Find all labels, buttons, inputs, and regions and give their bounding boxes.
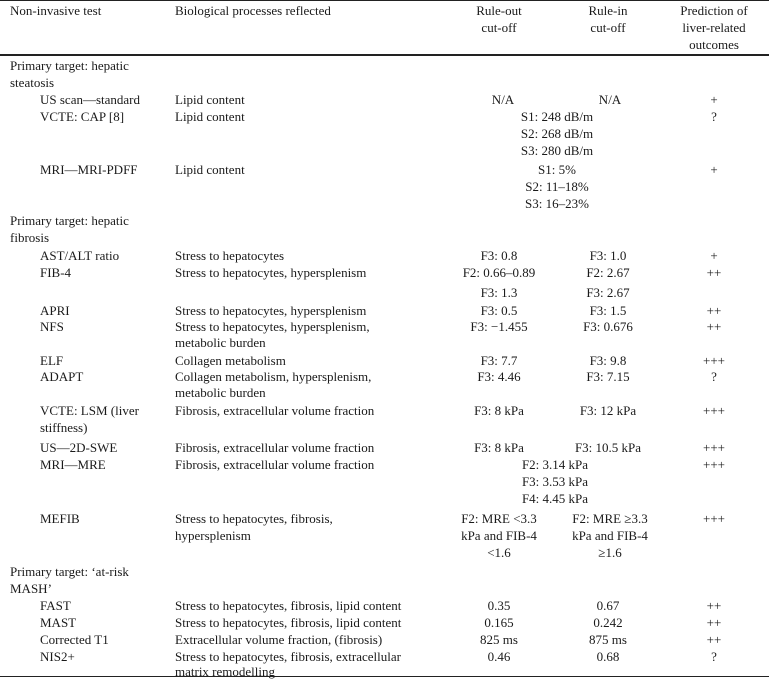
row-ruleout: F3: 0.8 bbox=[480, 248, 518, 263]
row-ruleout: F3: 4.46 bbox=[477, 369, 521, 384]
header-prediction-2: liver-related bbox=[682, 20, 746, 35]
row-ruleout: kPa and FIB-4 bbox=[461, 528, 537, 543]
row-prediction: ++ bbox=[706, 632, 722, 647]
row-ruleout: 0.165 bbox=[484, 615, 514, 630]
row-rulein: kPa and FIB-4 bbox=[572, 528, 648, 543]
row-span-value: S1: 5% bbox=[538, 162, 576, 177]
row-ruleout: F2: 0.66–0.89 bbox=[462, 265, 536, 280]
header-ruleout-2: cut-off bbox=[481, 20, 517, 35]
row-process: Stress to hepatocytes, fibrosis, extracellular bbox=[175, 649, 401, 664]
section-fibrosis-2: fibrosis bbox=[10, 230, 49, 245]
row-process: Fibrosis, extracellular volume fraction bbox=[175, 457, 375, 472]
row-process: Lipid content bbox=[175, 92, 245, 107]
row-ruleout: F3: −1.455 bbox=[470, 319, 528, 334]
row-test: FAST bbox=[40, 598, 71, 613]
header-prediction-3: outcomes bbox=[689, 37, 739, 52]
row-rulein: F3: 0.676 bbox=[583, 319, 633, 334]
header-process: Biological processes reflected bbox=[175, 3, 331, 18]
row-prediction: ++ bbox=[706, 265, 722, 280]
section-fibrosis-1: Primary target: hepatic bbox=[10, 213, 129, 228]
row-test: NFS bbox=[40, 319, 64, 334]
row-prediction: ++ bbox=[706, 615, 722, 630]
row-test: US—2D-SWE bbox=[40, 440, 118, 455]
row-prediction: +++ bbox=[703, 457, 725, 472]
row-ruleout: F3: 0.5 bbox=[480, 303, 518, 318]
row-prediction: + bbox=[710, 92, 718, 107]
row-test: MAST bbox=[40, 615, 77, 630]
row-ruleout: F3: 1.3 bbox=[480, 285, 518, 300]
row-rulein: ≥1.6 bbox=[598, 545, 622, 560]
row-ruleout: F2: MRE <3.3 bbox=[461, 511, 537, 526]
row-prediction: + bbox=[710, 162, 718, 177]
row-test: VCTE: CAP [8] bbox=[40, 109, 125, 124]
row-test: ADAPT bbox=[40, 369, 84, 384]
row-rulein: F3: 12 kPa bbox=[579, 403, 637, 418]
row-test: APRI bbox=[40, 303, 70, 318]
row-test: ELF bbox=[40, 353, 64, 368]
row-test: US scan—standard bbox=[40, 92, 141, 107]
row-ruleout: F3: 8 kPa bbox=[474, 403, 524, 418]
row-ruleout: 0.46 bbox=[487, 649, 511, 664]
header-rulein-1: Rule-in bbox=[588, 3, 628, 18]
row-process: metabolic burden bbox=[175, 335, 266, 350]
row-rulein: F2: MRE ≥3.3 bbox=[572, 511, 648, 526]
row-test: MEFIB bbox=[40, 511, 80, 526]
row-span-value: S3: 280 dB/m bbox=[520, 143, 594, 158]
row-rulein: 0.67 bbox=[596, 598, 620, 613]
row-span-value: F4: 4.45 kPa bbox=[521, 491, 589, 506]
header-rule bbox=[0, 54, 769, 56]
row-process: Collagen metabolism bbox=[175, 353, 286, 368]
row-test: FIB-4 bbox=[40, 265, 72, 280]
row-process: hypersplenism bbox=[175, 528, 251, 543]
row-test: stiffness) bbox=[40, 420, 88, 435]
row-rulein: F3: 9.8 bbox=[589, 353, 627, 368]
row-span-value: F2: 3.14 kPa bbox=[521, 457, 589, 472]
row-prediction: ++ bbox=[706, 598, 722, 613]
row-process: Fibrosis, extracellular volume fraction bbox=[175, 440, 375, 455]
row-process: Stress to hepatocytes, hypersplenism bbox=[175, 303, 367, 318]
row-test: Corrected T1 bbox=[40, 632, 109, 647]
row-process: Fibrosis, extracellular volume fraction bbox=[175, 403, 375, 418]
row-rulein: F3: 10.5 kPa bbox=[574, 440, 642, 455]
row-ruleout: 0.35 bbox=[487, 598, 511, 613]
row-rulein: 0.68 bbox=[596, 649, 620, 664]
row-prediction: +++ bbox=[703, 353, 725, 368]
row-process: matrix remodelling bbox=[175, 664, 276, 679]
row-process: Stress to hepatocytes, fibrosis, bbox=[175, 511, 333, 526]
row-process: Stress to hepatocytes, hypersplenism bbox=[175, 265, 367, 280]
row-ruleout: F3: 8 kPa bbox=[474, 440, 524, 455]
row-test: VCTE: LSM (liver bbox=[40, 403, 139, 418]
row-process: metabolic burden bbox=[175, 385, 266, 400]
row-ruleout: 825 ms bbox=[480, 632, 518, 647]
row-ruleout: <1.6 bbox=[487, 545, 511, 560]
row-ruleout: F3: 7.7 bbox=[480, 353, 518, 368]
row-test: MRI—MRI-PDFF bbox=[40, 162, 138, 177]
row-prediction: ++ bbox=[706, 319, 722, 334]
row-rulein: N/A bbox=[598, 92, 622, 107]
row-process: Stress to hepatocytes, hypersplenism, bbox=[175, 319, 370, 334]
row-rulein: F3: 2.67 bbox=[586, 285, 630, 300]
row-rulein: 875 ms bbox=[589, 632, 627, 647]
row-process: Stress to hepatocytes, fibrosis, lipid content bbox=[175, 615, 402, 630]
section-steatosis-1: Primary target: hepatic bbox=[10, 58, 129, 73]
row-prediction: ? bbox=[711, 109, 717, 124]
header-rulein-2: cut-off bbox=[590, 20, 626, 35]
row-process: Lipid content bbox=[175, 162, 245, 177]
row-prediction: + bbox=[710, 248, 718, 263]
row-rulein: F2: 2.67 bbox=[586, 265, 630, 280]
row-process: Stress to hepatocytes, fibrosis, lipid content bbox=[175, 598, 402, 613]
top-rule bbox=[0, 0, 769, 1]
section-mash-2: MASH’ bbox=[10, 581, 52, 596]
row-process: Extracellular volume fraction, (fibrosis) bbox=[175, 632, 383, 647]
row-test: AST/ALT ratio bbox=[40, 248, 120, 263]
row-span-value: S2: 268 dB/m bbox=[520, 126, 594, 141]
row-prediction: ++ bbox=[706, 303, 722, 318]
row-test: MRI—MRE bbox=[40, 457, 106, 472]
row-rulein: 0.242 bbox=[593, 615, 623, 630]
row-prediction: +++ bbox=[703, 403, 725, 418]
header-ruleout-1: Rule-out bbox=[476, 3, 522, 18]
section-steatosis-2: steatosis bbox=[10, 75, 55, 90]
row-test: NIS2+ bbox=[40, 649, 75, 664]
row-process: Collagen metabolism, hypersplenism, bbox=[175, 369, 372, 384]
row-prediction: +++ bbox=[703, 511, 725, 526]
row-ruleout: N/A bbox=[491, 92, 515, 107]
row-rulein: F3: 1.5 bbox=[589, 303, 627, 318]
bottom-rule bbox=[0, 676, 769, 677]
row-prediction: +++ bbox=[703, 440, 725, 455]
row-process: Lipid content bbox=[175, 109, 245, 124]
row-span-value: F3: 3.53 kPa bbox=[521, 474, 589, 489]
header-prediction-1: Prediction of bbox=[680, 3, 748, 18]
row-rulein: F3: 7.15 bbox=[586, 369, 630, 384]
section-mash-1: Primary target: ‘at-risk bbox=[10, 564, 129, 579]
row-prediction: ? bbox=[711, 649, 717, 664]
row-span-value: S3: 16–23% bbox=[525, 196, 589, 211]
row-process: Stress to hepatocytes bbox=[175, 248, 285, 263]
header-test: Non-invasive test bbox=[10, 3, 102, 18]
row-span-value: S1: 248 dB/m bbox=[520, 109, 594, 124]
row-prediction: ? bbox=[711, 369, 717, 384]
row-rulein: F3: 1.0 bbox=[589, 248, 627, 263]
row-span-value: S2: 11–18% bbox=[525, 179, 589, 194]
